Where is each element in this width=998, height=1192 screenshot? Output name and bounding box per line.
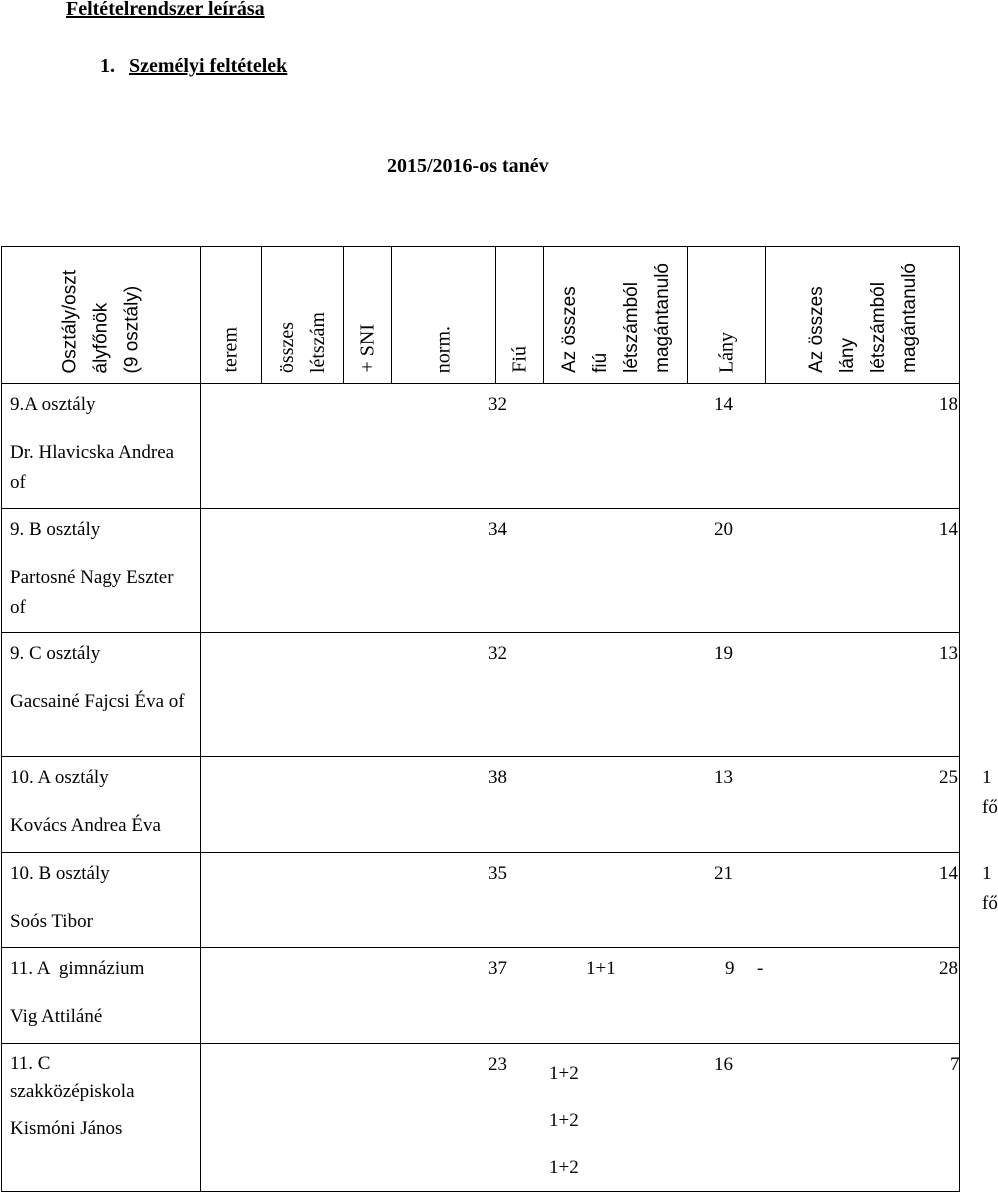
section-number: 1. bbox=[100, 55, 115, 77]
teacher-name: Vig Attiláné bbox=[10, 1006, 103, 1027]
header-row bbox=[2, 247, 960, 384]
class-cell bbox=[2, 633, 201, 757]
teacher-name: Soós Tibor bbox=[10, 911, 93, 932]
boys-value: 20 bbox=[714, 519, 733, 540]
girls-value: 7 bbox=[950, 1054, 960, 1075]
class-cell bbox=[2, 1044, 201, 1192]
header-girls: Lány bbox=[688, 247, 766, 384]
teacher-name: Kismóni János bbox=[10, 1118, 123, 1139]
class-cell bbox=[2, 384, 201, 509]
document-heading: Feltételrendszer leírása bbox=[66, 0, 265, 20]
table-row bbox=[2, 1044, 960, 1192]
boys-value: 19 bbox=[714, 643, 733, 664]
class-cell bbox=[2, 509, 201, 633]
table-row bbox=[2, 757, 960, 853]
girls-value: 18 bbox=[939, 394, 958, 415]
row-values bbox=[201, 853, 998, 948]
row-values bbox=[201, 509, 960, 633]
header-norm: norm. bbox=[392, 247, 496, 384]
girls-value: 28 bbox=[939, 958, 958, 979]
girls-value: 25 bbox=[939, 767, 958, 788]
row-values bbox=[201, 1044, 960, 1192]
total-value: 34 bbox=[488, 519, 507, 540]
teacher-name: Gacsainé Fajcsi Éva of bbox=[10, 691, 185, 712]
header-boys-private: Az összes fiú létszámból magántanuló bbox=[544, 247, 688, 384]
teacher-name: Kovács Andrea Éva bbox=[10, 815, 161, 836]
row-values bbox=[201, 384, 960, 509]
header-total: összes létszám bbox=[262, 247, 344, 384]
sni-value: 1+1 bbox=[586, 958, 616, 979]
total-value: 23 bbox=[488, 1054, 507, 1075]
class-name: 11. A gimnázium bbox=[10, 958, 145, 979]
boys-value: 9 bbox=[725, 958, 735, 979]
header-sni: + SNI bbox=[344, 247, 392, 384]
header-class-teacher: Osztály/oszt ályfőnök (9 osztály) bbox=[2, 247, 201, 384]
teacher-name: Dr. Hlavicska Andrea of bbox=[10, 442, 175, 493]
row-values bbox=[201, 633, 960, 757]
class-name: 10. A osztály bbox=[10, 767, 109, 788]
total-value: 35 bbox=[488, 863, 507, 884]
staff-table bbox=[1, 246, 998, 1192]
total-value: 32 bbox=[488, 643, 507, 664]
class-cell bbox=[2, 853, 201, 948]
sni-value: 1+2 bbox=[549, 1110, 579, 1131]
header-boys: Fiú bbox=[496, 247, 544, 384]
class-name: 9. C osztály bbox=[10, 643, 101, 664]
class-name: 9. B osztály bbox=[10, 519, 101, 540]
boys-value: 14 bbox=[714, 394, 733, 415]
total-value: 37 bbox=[488, 958, 507, 979]
total-value: 38 bbox=[488, 767, 507, 788]
section-title: Személyi feltételek bbox=[129, 55, 288, 77]
class-name: 9.A osztály bbox=[10, 394, 96, 415]
boys-value: 13 bbox=[714, 767, 733, 788]
total-value: 32 bbox=[488, 394, 507, 415]
school-year: 2015/2016-os tanév bbox=[387, 155, 549, 177]
boys-value: 16 bbox=[714, 1054, 733, 1075]
girls-value: 13 bbox=[939, 643, 958, 664]
teacher-name: Partosné Nagy Eszter of bbox=[10, 567, 174, 618]
table-row bbox=[2, 948, 960, 1044]
header-girls-private: Az összes lány létszámból magántanuló bbox=[766, 247, 960, 384]
section-heading bbox=[100, 55, 287, 78]
boys-value: 21 bbox=[714, 863, 733, 884]
row-values bbox=[201, 948, 960, 1044]
boys-private-value: - bbox=[757, 958, 764, 979]
class-cell bbox=[2, 757, 201, 853]
table-row bbox=[2, 509, 960, 633]
class-name: 11. C szakközépiskola bbox=[10, 1053, 135, 1102]
table-row bbox=[2, 633, 960, 757]
sni-value: 1+2 bbox=[549, 1157, 579, 1178]
table-row bbox=[2, 384, 960, 509]
girls-value: 14 bbox=[939, 519, 958, 540]
table-row bbox=[2, 853, 960, 948]
header-room: terem bbox=[201, 247, 262, 384]
sni-value: 1+2 bbox=[549, 1063, 579, 1084]
sni-values bbox=[549, 1050, 579, 1191]
class-cell bbox=[2, 948, 201, 1044]
girls-value: 14 bbox=[939, 863, 958, 884]
row-values bbox=[201, 757, 998, 853]
girls-private-value: 1 fő bbox=[982, 863, 998, 914]
class-name: 10. B osztály bbox=[10, 863, 110, 884]
girls-private-value: 1 fő bbox=[982, 767, 998, 818]
